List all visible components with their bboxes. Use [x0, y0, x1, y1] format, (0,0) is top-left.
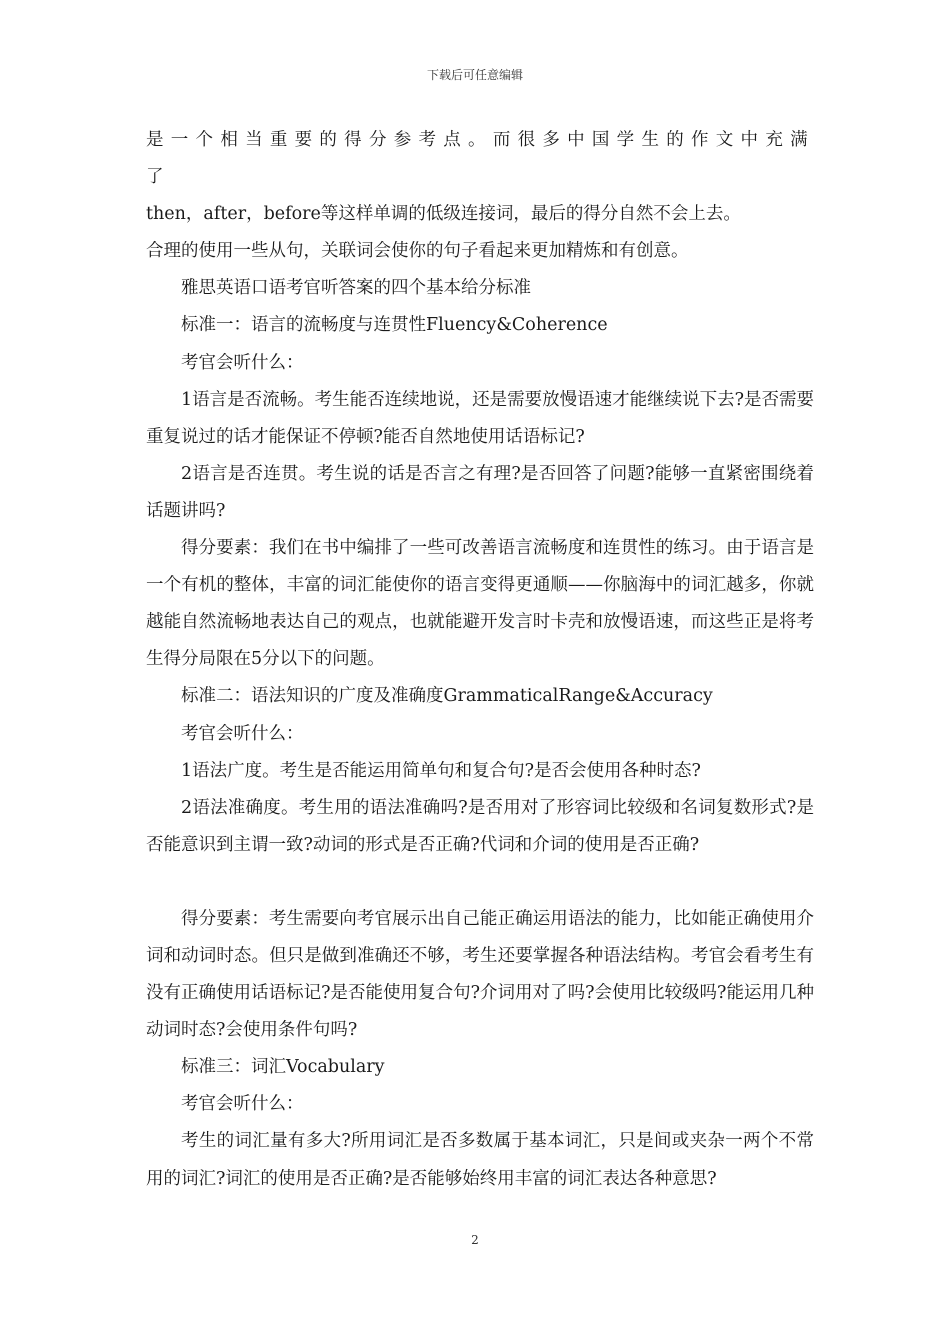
criterion-heading: 标准二：语法知识的广度及准确度GrammaticalRange&Accuracy — [181, 686, 713, 707]
paragraph: 1语法广度。考生是否能运用简单句和复合句?是否会使用各种时态? — [181, 760, 701, 781]
page-header: 下载后可任意编辑 — [426, 68, 523, 82]
paragraph: 合理的使用一些从句，关联词会使你的句子看起来更加精炼和有创意。 — [146, 241, 689, 262]
paragraph: 考官会听什么： — [181, 1094, 304, 1115]
paragraph: 2语言是否连贯。考生说的话是否言之有理?是否回答了问题?能够一直紧密围绕着话题讲吗? — [146, 463, 814, 521]
paragraph: 得分要素：我们在书中编排了一些可改善语言流畅度和连贯性的练习。由于语言是一个有机的整体，丰富的词汇能使你的语言变得更通顺——你脑海中的词汇越多，你就越能自然流畅地表达自己的观点，也就能避开发言时卡壳和放慢语速，而这些正是将考生得分局限在5分以下的问题。 — [146, 538, 814, 670]
document-body — [146, 122, 814, 1198]
criterion-heading: 标准一：语言的流畅度与连贯性Fluency&Coherence — [181, 315, 608, 336]
paragraph: 考生的词汇量有多大?所用词汇是否多数属于基本词汇，只是间或夹杂一两个不常用的词汇?词汇的使用是否正确?是否能够始终用丰富的词汇表达各种意思? — [146, 1131, 814, 1189]
paragraph: 得分要素：考生需要向考官展示出自己能正确运用语法的能力，比如能正确使用介词和动词时态。但只是做到准确还不够，考生还要掌握各种语法结构。考官会看考生有没有正确使用话语标记?是否能使用复合句?介词用对了吗?会使用比较级吗?能运用几种动词时态?会使用条件句吗? — [146, 908, 814, 1041]
section-heading: 雅思英语口语考官听答案的四个基本给分标准 — [181, 278, 531, 299]
paragraph: 考官会听什么： — [181, 723, 304, 744]
paragraph: 是一个相当重要的得分参考点。而很多中国学生的作文中充满了 — [146, 130, 814, 188]
paragraph: then，after，before等这样单调的低级连接词，最后的得分自然不会上去。 — [146, 204, 741, 225]
page-number: 2 — [471, 1233, 479, 1247]
paragraph: 1语言是否流畅。考生能否连续地说，还是需要放慢语速才能继续说下去?是否需要重复说过的话才能保证不停顿?能否自然地使用话语标记? — [146, 389, 815, 447]
paragraph: 2语法准确度。考生用的语法准确吗?是否用对了形容词比较级和名词复数形式?是否能意识到主谓一致?动词的形式是否正确?代词和介词的使用是否正确? — [146, 797, 814, 855]
criterion-heading: 标准三：词汇Vocabulary — [181, 1057, 385, 1078]
paragraph: 考官会听什么： — [181, 352, 304, 373]
